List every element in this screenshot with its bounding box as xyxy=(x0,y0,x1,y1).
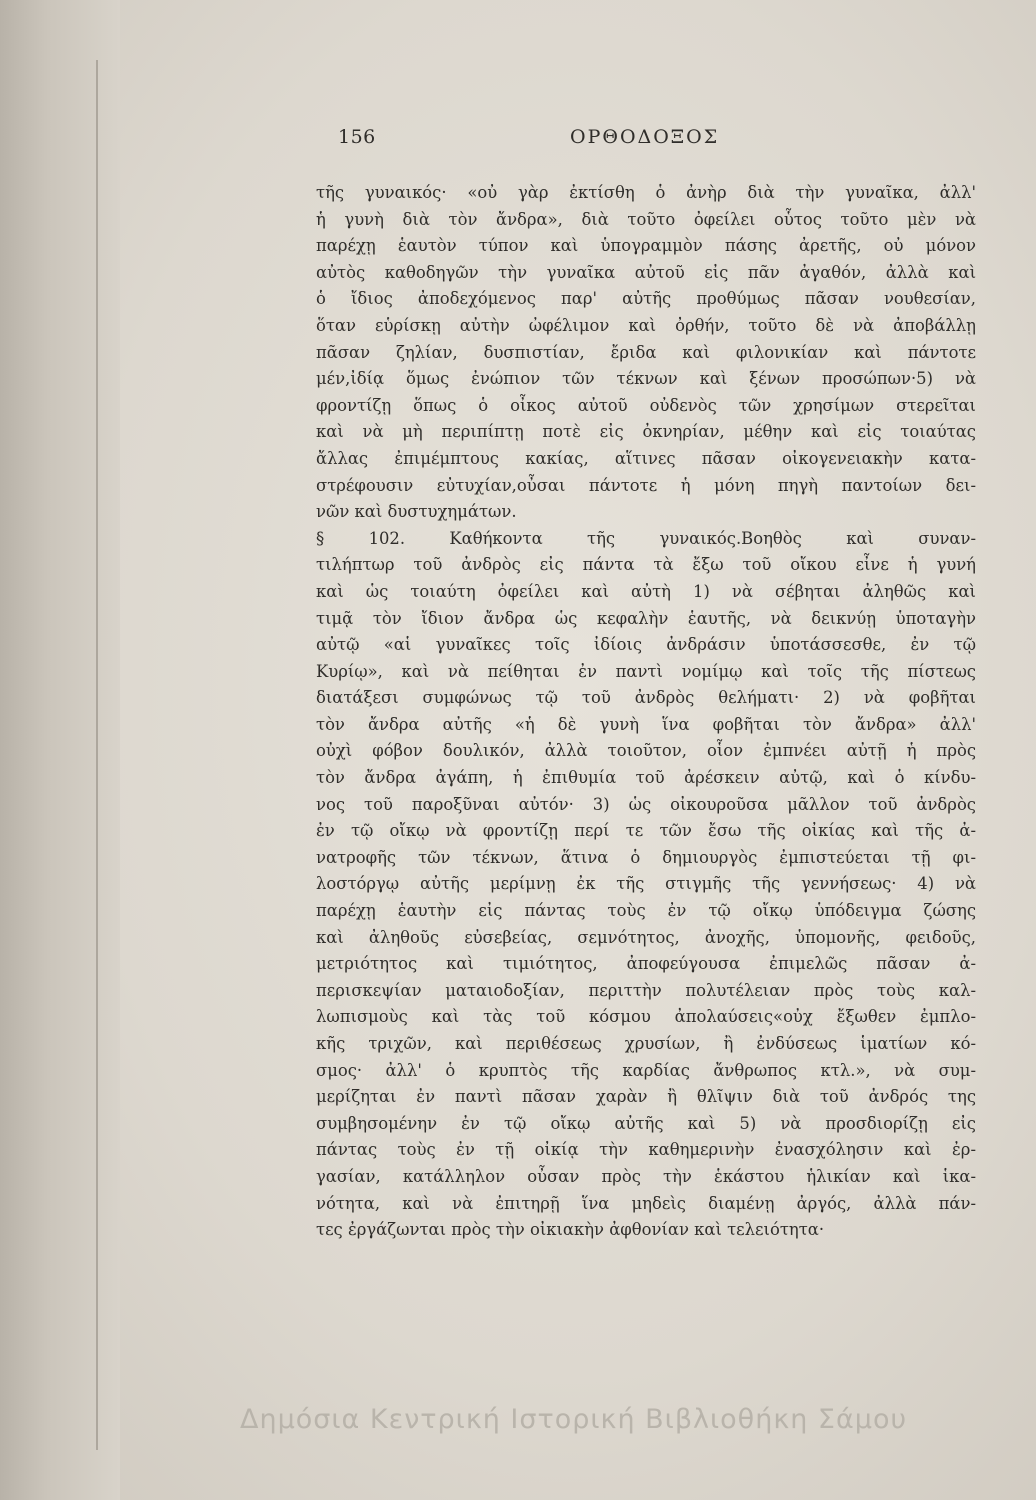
text-line: τῆς γυναικός· «οὐ γὰρ ἐκτίσθη ὁ ἀνὴρ διὰ τὴν γυναῖκα, ἀλλ' xyxy=(316,183,976,202)
text-line: καὶ νὰ μὴ περιπίπτῃ ποτὲ εἰς ὀκνηρίαν, μέθην καὶ εἰς τοιαύτας xyxy=(316,422,976,442)
text-line: διατάξεσι συμφώνως τῷ τοῦ ἀνδρὸς θελήματι· 2) νὰ φοβῆται xyxy=(316,688,976,708)
text-line: λωπισμοὺς καὶ τὰς τοῦ κόσμου ἀπολαύσεις«οὐχ ἔξωθεν ἐμπλο- xyxy=(316,1007,976,1027)
text-line: στρέφουσιν εὐτυχίαν,οὖσαι πάντοτε ἡ μόνη πηγὴ παντοίων δει- xyxy=(316,475,976,495)
text-line: ἐν τῷ οἴκῳ νὰ φροντίζῃ περί τε τῶν ἔσω τῆς οἰκίας καὶ τῆς ἀ- xyxy=(316,821,976,841)
text-line: τιμᾷ τὸν ἴδιον ἄνδρα ὡς κεφαλὴν ἑαυτῆς, νὰ δεικνύῃ ὑποταγὴν xyxy=(316,608,976,628)
text-line: καὶ ὡς τοιαύτη ὀφείλει καὶ αὐτὴ 1) νὰ σέβηται ἀληθῶς καὶ xyxy=(316,581,976,601)
text-line: σμος· ἀλλ' ὁ κρυπτὸς τῆς καρδίας ἄνθρωπος κτλ.», νὰ συμ- xyxy=(316,1060,976,1080)
text-line: ὁ ἴδιος ἀποδεχόμενος παρ' αὐτῆς προθύμως πᾶσαν νουθεσίαν, xyxy=(316,289,976,309)
text-line: Κυρίῳ», καὶ νὰ πείθηται ἐν παντὶ νομίμῳ καὶ τοῖς τῆς πίστεως xyxy=(316,661,976,681)
text-line: γασίαν, κατάλληλον οὖσαν πρὸς τὴν ἑκάστου ἡλικίαν καὶ ἱκα- xyxy=(316,1166,976,1186)
text-line: παρέχῃ ἑαυτὸν τύπον καὶ ὑπογραμμὸν πάσης ἀρετῆς, οὐ μόνον xyxy=(316,236,976,256)
text-line: φροντίζῃ ὅπως ὁ οἶκος αὐτοῦ οὐδενὸς τῶν χρησίμων στερεῖται xyxy=(316,395,976,415)
text-line: ἡ γυνὴ διὰ τὸν ἄνδρα», διὰ τοῦτο ὀφείλει οὗτος τοῦτο μὲν νὰ xyxy=(316,209,976,229)
text-line: ἄλλας ἐπιμέμπτους κακίας, αἵτινες πᾶσαν οἰκογενειακὴν κατα- xyxy=(316,448,976,468)
text-line: τὸν ἄνδρα αὐτῆς «ἡ δὲ γυνὴ ἵνα φοβῆται τὸν ἄνδρα» ἀλλ' xyxy=(316,714,976,734)
page-edge xyxy=(96,60,98,1450)
text-line: κῆς τριχῶν, καὶ περιθέσεως χρυσίων, ἢ ἐνδύσεως ἱματίων κό- xyxy=(316,1034,976,1053)
text-line: μερίζηται ἐν παντὶ πᾶσαν χαρὰν ἢ θλῖψιν διὰ τοῦ ἀνδρός της xyxy=(316,1087,976,1107)
running-head: ΟΡΘΟΔΟΞΟΣ xyxy=(570,126,720,148)
text-line: αὐτὸς καθοδηγῶν τὴν γυναῖκα αὐτοῦ εἰς πᾶν ἀγαθόν, ἀλλὰ καὶ xyxy=(316,262,976,282)
text-line: τες ἐργάζωνται πρὸς τὴν οἰκιακὴν ἀφθονίαν καὶ τελειότητα· xyxy=(316,1220,825,1240)
page-gutter xyxy=(0,0,120,1500)
text-line: μετριότητος καὶ τιμιότητος, ἀποφεύγουσα ἐπιμελῶς πᾶσαν ἀ- xyxy=(316,954,976,974)
text-line: μέν,ἰδίᾳ ὅμως ἐνώπιον τῶν τέκνων καὶ ξένων προσώπων·5) νὰ xyxy=(316,369,976,389)
text-line: νότητα, καὶ νὰ ἐπιτηρῇ ἵνα μηδεὶς διαμένῃ ἀργός, ἀλλὰ πάν- xyxy=(316,1193,976,1213)
text-line: οὐχὶ φόβον δουλικόν, ἀλλὰ τοιοῦτον, οἷον ἐμπνέει αὐτῇ ἡ πρὸς xyxy=(316,741,976,761)
text-line: συμβησομένην ἐν τῷ οἴκῳ αὐτῆς καὶ 5) νὰ προσδιορίζῃ εἰς xyxy=(316,1113,976,1133)
text-line: πάντας τοὺς ἐν τῇ οἰκίᾳ τὴν καθημερινὴν ἐνασχόλησιν καὶ ἐρ- xyxy=(316,1140,976,1160)
text-line: τιλήπτωρ τοῦ ἀνδρὸς εἰς πάντα τὰ ἔξω τοῦ οἴκου εἶνε ἡ γυνή xyxy=(316,555,976,575)
library-watermark: Δημόσια Κεντρική Ιστορική Βιβλιοθήκη Σάμου xyxy=(240,1404,908,1435)
text-line: νος τοῦ παροξῦναι αὐτόν· 3) ὡς οἰκουροῦσα μᾶλλον τοῦ ἀνδρὸς xyxy=(316,794,976,814)
page-number: 156 xyxy=(338,126,376,148)
text-line: λοστόργῳ αὐτῆς μερίμνῃ ἐκ τῆς στιγμῆς τῆς γεννήσεως· 4) νὰ xyxy=(316,874,976,894)
text-line: τὸν ἄνδρα ἀγάπη, ἡ ἐπιθυμία τοῦ ἀρέσκειν αὐτῷ, καὶ ὁ κίνδυ- xyxy=(316,768,976,788)
text-line: καὶ ἀληθοῦς εὐσεβείας, σεμνότητος, ἀνοχῆς, ὑπομονῆς, φειδοῦς, xyxy=(316,927,976,947)
text-line: πᾶσαν ζηλίαν, δυσπιστίαν, ἔριδα καὶ φιλονικίαν καὶ πάντοτε xyxy=(316,342,976,362)
text-line: περισκεψίαν ματαιοδοξίαν, περιττὴν πολυτέλειαν πρὸς τοὺς καλ- xyxy=(316,980,976,1000)
text-line: § 102. Καθήκοντα τῆς γυναικός.Βοηθὸς καὶ συναν- xyxy=(316,528,976,548)
text-line: νατροφῆς τῶν τέκνων, ἅτινα ὁ δημιουργὸς ἐμπιστεύεται τῇ φι- xyxy=(316,847,976,867)
page-header xyxy=(338,126,828,156)
text-line: αὐτῷ «αἱ γυναῖκες τοῖς ἰδίοις ἀνδράσιν ὑποτάσσεσθε, ἐν τῷ xyxy=(316,635,976,655)
body-text xyxy=(316,180,976,1244)
text-line: ὅταν εὑρίσκῃ αὐτὴν ὠφέλιμον καὶ ὀρθήν, τοῦτο δὲ νὰ ἀποβάλλῃ xyxy=(316,315,976,335)
text-line: παρέχῃ ἑαυτὴν εἰς πάντας τοὺς ἐν τῷ οἴκῳ ὑπόδειγμα ζώσης xyxy=(316,901,976,921)
text-line: νῶν καὶ δυστυχημάτων. xyxy=(316,502,517,522)
